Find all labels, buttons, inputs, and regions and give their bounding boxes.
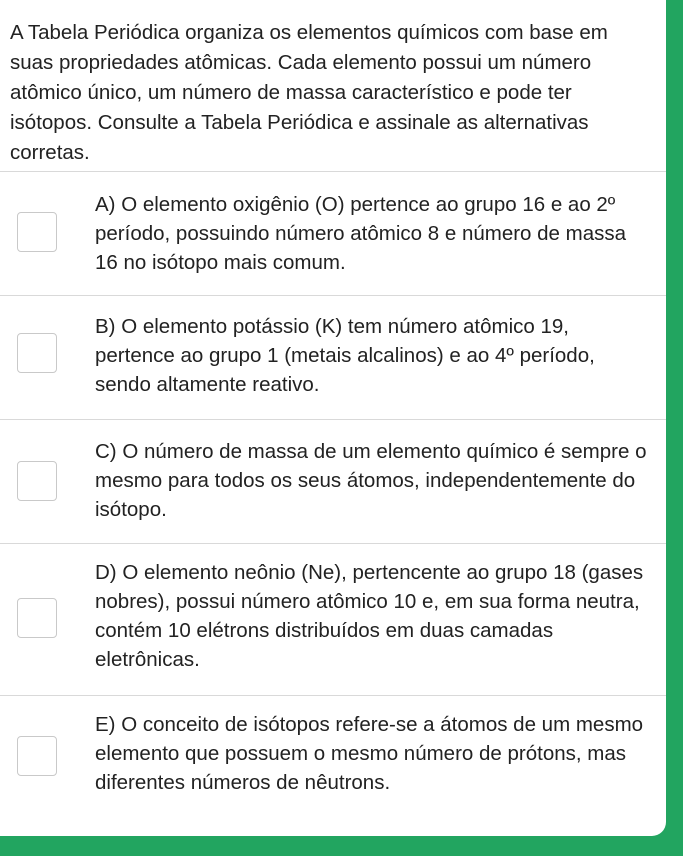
option-a[interactable] bbox=[0, 172, 666, 296]
option-a-text: A) O elemento oxigênio (O) pertence ao grupo 16 e ao 2º período, possuindo número atômico 8 e número de massa 16 no isótopo mais comum. bbox=[95, 193, 627, 274]
options-list bbox=[0, 172, 666, 822]
option-c-checkbox[interactable] bbox=[17, 461, 57, 501]
option-b-checkbox[interactable] bbox=[17, 333, 57, 373]
option-e-checkbox[interactable] bbox=[17, 736, 57, 776]
option-d-text: D) O elemento neônio (Ne), pertencente ao grupo 18 (gases nobres), possui número atômico 10 e, em sua forma neutra, contém 10 elétrons distribuídos em duas camadas eletrônicas. bbox=[95, 561, 644, 671]
option-d[interactable] bbox=[0, 544, 666, 696]
option-c[interactable] bbox=[0, 420, 666, 544]
option-d-checkbox[interactable] bbox=[17, 598, 57, 638]
option-a-checkbox[interactable] bbox=[17, 212, 57, 252]
question-text: A Tabela Periódica organiza os elementos químicos com base em suas propriedades atômicas. Cada elemento possui um número atômico único, um número de massa característico e pode ter isótopos. Consulte a Tabela Periódica e assinale as alternativas corretas. bbox=[10, 21, 608, 164]
option-b[interactable] bbox=[0, 296, 666, 420]
option-e[interactable] bbox=[0, 696, 666, 822]
option-e-text: E) O conceito de isótopos refere-se a átomos de um mesmo elemento que possuem o mesmo número de prótons, mas diferentes números de nêutrons. bbox=[95, 713, 644, 794]
option-b-text: B) O elemento potássio (K) tem número atômico 19, pertence ao grupo 1 (metais alcalinos) e ao 4º período, sendo altamente reativo. bbox=[95, 315, 595, 396]
option-c-text: C) O número de massa de um elemento químico é sempre o mesmo para todos os seus átomos, independentemente do isótopo. bbox=[95, 440, 647, 521]
